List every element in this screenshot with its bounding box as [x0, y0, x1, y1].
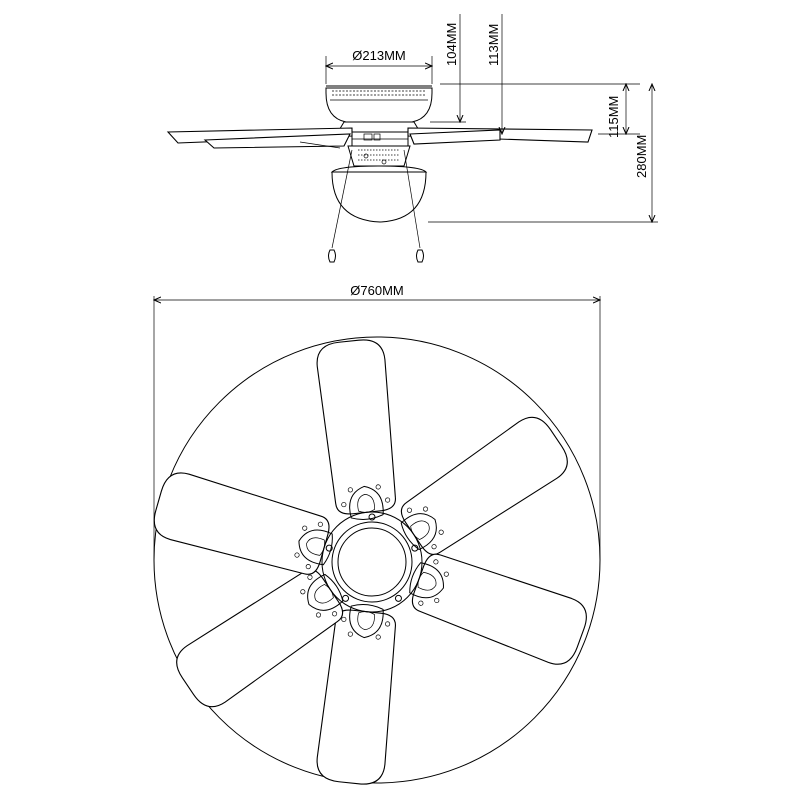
dimension-canopy-label: Ø213MM — [352, 48, 406, 63]
dimension-115-label: 115MM — [606, 95, 621, 138]
blade-2 — [389, 410, 575, 566]
top-view — [149, 283, 600, 786]
pull-chains — [329, 150, 424, 262]
dimension-280 — [428, 84, 658, 222]
hub-screw — [369, 514, 375, 520]
blade-3 — [401, 545, 592, 670]
dimension-280-label: 280MM — [634, 134, 649, 178]
blade-1 — [315, 338, 401, 523]
dimension-104-label: 104MM — [444, 22, 459, 66]
light-bowl — [332, 166, 426, 222]
dimension-canopy — [326, 48, 432, 84]
canopy — [326, 86, 432, 122]
hub — [322, 512, 422, 612]
hub-screw — [343, 595, 349, 601]
dimension-104 — [430, 14, 466, 122]
dimension-113 — [486, 14, 502, 134]
blade-6 — [149, 468, 340, 583]
side-view — [168, 14, 658, 262]
top-blades — [149, 338, 592, 787]
dimension-span-label: Ø760MM — [350, 283, 404, 298]
hub-screw — [395, 595, 401, 601]
dimension-113-label: 113MM — [486, 23, 501, 66]
